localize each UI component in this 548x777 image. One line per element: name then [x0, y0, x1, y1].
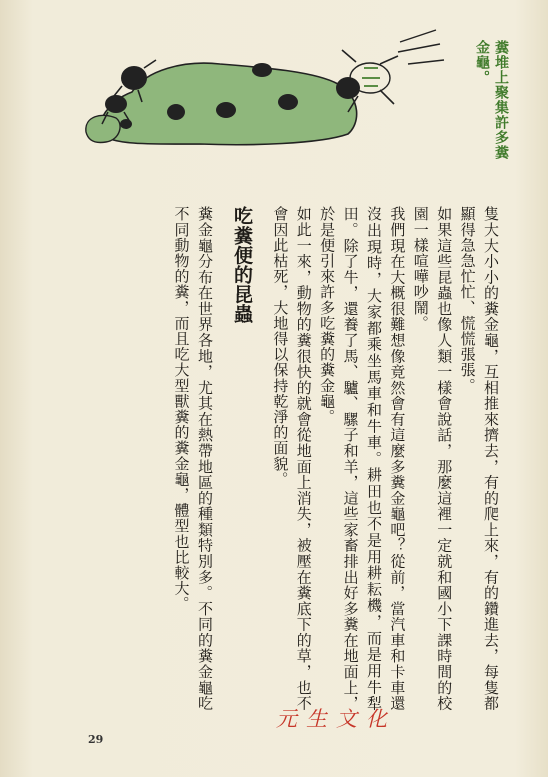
beetle-on-pile-4 [278, 94, 298, 110]
dung-lump [86, 115, 120, 142]
paragraph: 如果這些昆蟲也像人類一樣會說話，那麼這裡一定就和國小下課時間的校園一樣喧嘩吵鬧。 [411, 206, 454, 711]
illustration-caption: 糞堆上聚集許多糞金龜。 [474, 40, 509, 160]
page-number: 29 [88, 733, 104, 746]
motion-lines [398, 30, 444, 64]
paragraph: 我們現在大概很難想像竟然會有這麼多糞金龜吧？從前，當汽車和卡車還沒出現時，大家都乘坐馬車和牛車。耕田也不是用耕耘機，而是用牛犁田。除了牛，還養了馬、驢、騾子和羊，這些家畜排出好多糞在地面上，於是便引來許多吃糞的糞金龜。 [318, 206, 407, 711]
beetle-on-pile-1 [252, 63, 272, 77]
vertical-body-text [169, 206, 502, 711]
dung-beetle-illustration [80, 20, 460, 170]
beetle-on-pile-3 [216, 102, 236, 118]
paragraph: 如此一來，動物的糞很快的就會從地面上消失，被壓在糞底下的草，也不會因此枯死，大地得以保持乾淨的面貌。 [271, 206, 313, 711]
beetle-on-pile-2 [167, 104, 185, 120]
section-heading: 吃糞便的昆蟲 [230, 206, 253, 324]
paragraph: 隻大大小小的糞金龜，互相推來擠去，有的爬上來，有的鑽進去，每隻都顯得急急忙忙、慌慌張張。 [458, 206, 500, 711]
publisher-stamp: 元生文化 [276, 707, 396, 731]
beetle-small [120, 119, 132, 129]
paragraph: 糞金龜分布在世界各地，尤其在熱帶地區的種類特別多。不同的糞金龜吃不同動物的糞，而且吃大型獸糞的糞金龜，體型也比較大。 [172, 206, 214, 711]
